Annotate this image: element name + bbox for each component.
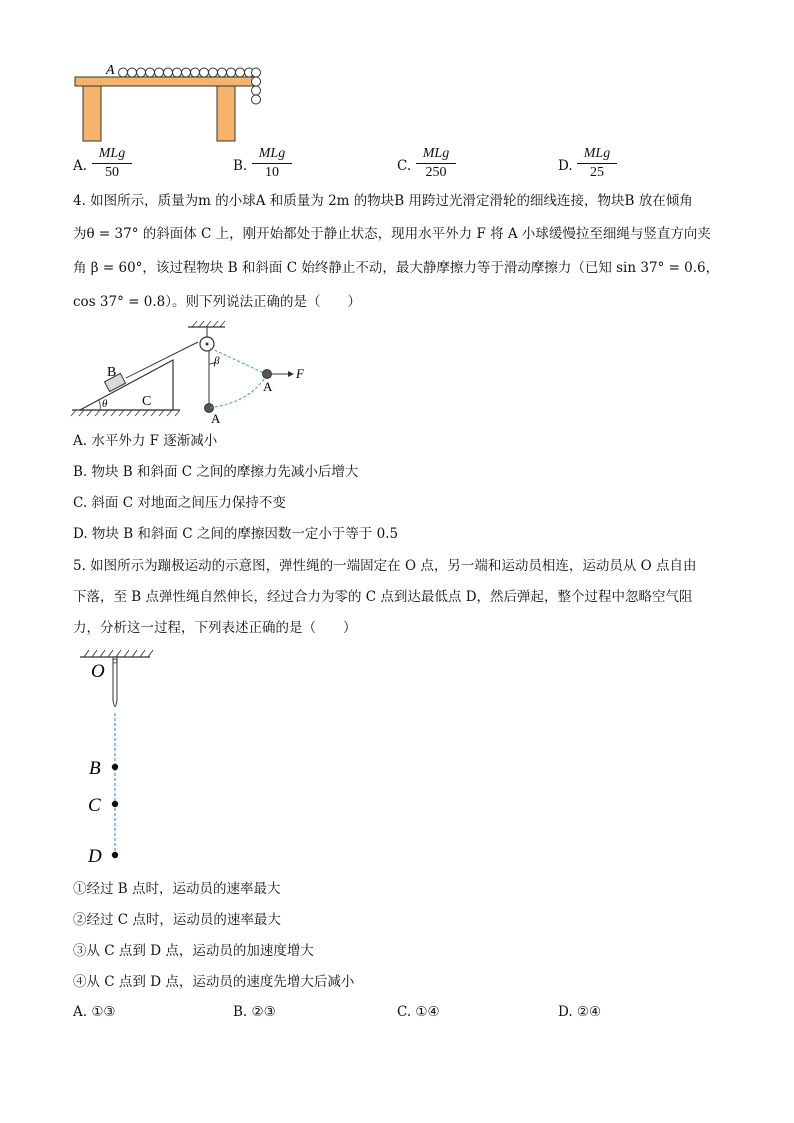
q5-statement-3: ③从 C 点到 D 点，运动员的加速度增大 — [73, 943, 314, 959]
q4-label-f: F — [296, 366, 304, 381]
q4-label-b: B — [107, 365, 117, 380]
q3-option-d-letter[interactable]: D. — [558, 158, 573, 174]
q4-option-a[interactable]: A. 水平外力 F 逐渐减小 — [73, 433, 218, 449]
q3-option-d-fraction: MLg 25 — [577, 146, 617, 181]
q4-option-d[interactable]: D. 物块 B 和斜面 C 之间的摩擦因数一定小于等于 0.5 — [73, 526, 399, 542]
q4-option-c[interactable]: C. 斜面 C 对地面之间压力保持不变 — [73, 495, 286, 511]
q4-stem-line-4: cos 37° = 0.8）。则下列说法正确的是（ ） — [73, 294, 361, 310]
q5-label-d: D — [88, 846, 102, 867]
q5-label-b: B — [89, 758, 101, 779]
q4-stem-line-2: 为θ = 37° 的斜面体 C 上，刚开始都处于静止状态，现用水平外力 F 将 A 小球缓慢拉至细绳与竖直方向夹 — [73, 226, 711, 242]
q4-stem-line-1: 4. 如图所示，质量为m 的小球A 和质量为 2m 的物块B 用跨过光滑定滑轮的细线连接，物块B 放在倾角 — [73, 193, 693, 209]
q4-incline-pulley-figure — [70, 320, 320, 425]
q4-label-theta: θ — [102, 398, 108, 410]
q3-option-c-fraction: MLg 250 — [416, 146, 456, 181]
q5-stem-line-3: 力，分析这一过程，下列表述正确的是（ ） — [73, 620, 357, 636]
q5-stem-line-2: 下落，至 B 点弹性绳自然伸长，经过合力为零的 C 点到达最低点 D，然后弹起，整个过程中忽略空气阻 — [73, 589, 693, 605]
q3-table-chain-figure — [70, 60, 270, 145]
q4-stem-line-3: 角 β = 60°，该过程物块 B 和斜面 C 始终静止不动，最大静摩擦力等于滑动摩擦力（已知 sin 37° = 0.6， — [73, 260, 720, 276]
q4-label-a-top: A — [263, 379, 273, 394]
q5-statement-4: ④从 C 点到 D 点，运动员的速度先增大后减小 — [73, 974, 355, 990]
q3-label-a: A — [106, 63, 115, 78]
q4-label-beta: β — [214, 355, 220, 367]
q5-option-b[interactable]: B. ②③ — [233, 1004, 276, 1020]
q5-bungee-figure — [80, 645, 160, 867]
q3-option-a-letter[interactable]: A. — [73, 158, 88, 174]
q5-statement-2: ②经过 C 点时，运动员的速率最大 — [73, 912, 281, 928]
q5-label-c: C — [88, 795, 101, 816]
q5-statement-1: ①经过 B 点时，运动员的速率最大 — [73, 881, 281, 897]
q5-label-o: O — [91, 661, 105, 682]
q3-option-a-fraction: MLg 50 — [92, 146, 132, 181]
q3-option-b-letter[interactable]: B. — [233, 158, 248, 174]
q5-option-a[interactable]: A. ①③ — [73, 1004, 116, 1020]
q3-option-b-fraction: MLg 10 — [252, 146, 292, 181]
q3-option-c-letter[interactable]: C. — [397, 158, 412, 174]
q4-label-a-bottom: A — [211, 411, 221, 425]
q4-label-c: C — [142, 394, 152, 409]
q5-option-c[interactable]: C. ①④ — [397, 1004, 440, 1020]
q5-stem-line-1: 5. 如图所示为蹦极运动的示意图，弹性绳的一端固定在 O 点，另一端和运动员相连，运动员从 O 点自由 — [73, 558, 697, 574]
q4-option-b[interactable]: B. 物块 B 和斜面 C 之间的摩擦力先减小后增大 — [73, 464, 359, 480]
q5-option-d[interactable]: D. ②④ — [558, 1004, 602, 1020]
